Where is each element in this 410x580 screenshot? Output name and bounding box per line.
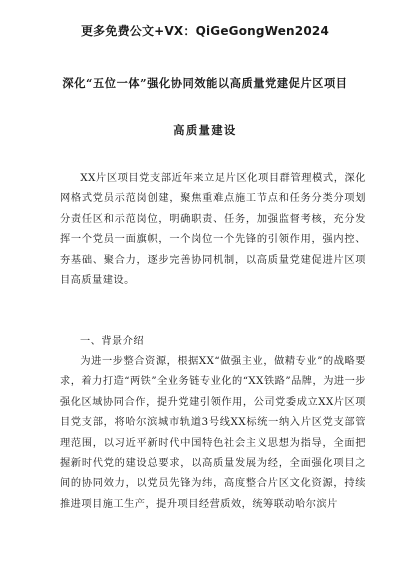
body-section-background xyxy=(60,352,366,515)
body-section-intro xyxy=(60,169,366,291)
section-heading-background: 一、背景介绍 xyxy=(80,336,145,347)
watermark-header: 更多免费公文+VX：QiGeGongWen2024 xyxy=(80,24,329,38)
paragraph-background: 为进一步整合资源，根据XX“做强主业，做精专业”的战略要求，着力打造“两铁”全业务链专业化的“XX铁路”品牌，为进一步强化区域协同合作，提升党建引领作用，公司党委成立XX片区项目党支部，将哈尔滨城市轨道3号线XX标统一纳入片区党支部管理范围，以习近平新时代中国特色社会主义思想为指导，全面把握新时代党的建设总要求，以高质量发展为经，全面强化项目之间的协同效力，以党员先锋为纬，高度整合片区文化资源，持续推进项目施工生产，提升项目经营质效，统筹联动哈尔滨片 xyxy=(60,356,366,510)
paragraph-intro: XX片区项目党支部近年来立足片区化项目群管理模式，深化网格式党员示范岗创建，聚焦重难点施工节点和任务分类分项划分责任区和示范岗位，明确职责、任务，加强监督考核，充分发挥一个党员一面旗帜，一个岗位一个先锋的引领作用，强内控、夯基础、聚合力，逐步完善协同机制，以高质量党建促进片区项目高质量建设。 xyxy=(60,173,366,287)
document-title: 深化“五位一体”强化协同效能以高质量党建促片区项目 xyxy=(62,76,348,90)
document-subtitle: 高质量建设 xyxy=(173,123,237,137)
